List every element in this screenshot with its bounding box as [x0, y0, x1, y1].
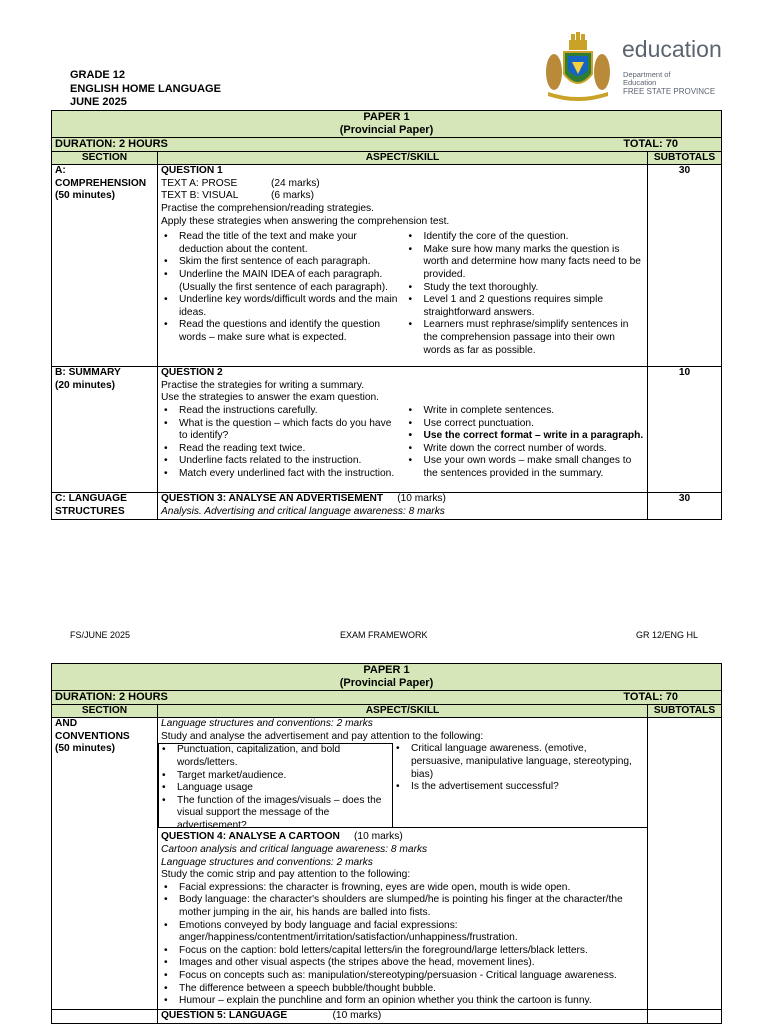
- footer-right: GR 12/ENG HL: [636, 630, 699, 640]
- list-item: • Study the text thoroughly.: [406, 282, 645, 295]
- section-c-content: QUESTION 3: ANALYSE AN ADVERTISEMENT (10 marks) Analysis. Advertising and critical language awareness: 8 marks: [158, 493, 648, 520]
- question-4-heading: QUESTION 4: ANALYSE A CARTOON: [161, 831, 340, 843]
- summary-strategies-left: [161, 405, 406, 481]
- section-c-continued-subtotal: [648, 718, 722, 1010]
- list-item: • Use correct punctuation.: [406, 418, 645, 431]
- list-item: • Read the reading text twice.: [161, 443, 400, 456]
- logo-wordmark: education: [622, 36, 722, 62]
- list-item: • Write in complete sentences.: [406, 405, 645, 418]
- list-item: • Language usage: [159, 782, 388, 795]
- list-item: • Emotions conveyed by body language and facial expressions: anger/happiness/contentment/irritation/satisfaction/unhappiness/frustration.: [161, 920, 644, 945]
- paper-title-cell: [52, 664, 722, 691]
- section-a-subtotal: 30: [648, 165, 722, 367]
- section-c-label: C: LANGUAGE STRUCTURES: [52, 493, 158, 520]
- subject-label: ENGLISH HOME LANGUAGE: [70, 82, 221, 95]
- section-c-continued-label: AND CONVENTIONS (50 minutes): [52, 718, 158, 1010]
- section-a-label: A: COMPREHENSION (50 minutes): [52, 165, 158, 367]
- education-logo: [538, 30, 728, 102]
- comprehension-strategies-left: [161, 231, 406, 357]
- total-label: TOTAL: 70: [623, 691, 678, 703]
- question-5-heading: QUESTION 5: LANGUAGE: [161, 1010, 288, 1022]
- section-b-subtotal: 10: [648, 367, 722, 493]
- list-item: • Write down the correct number of words.: [406, 443, 645, 456]
- col-header-subtotals: SUBTOTALS: [648, 151, 722, 165]
- list-item: • What is the question – which facts do you have to identify?: [161, 418, 400, 443]
- comprehension-strategies-right: [406, 231, 645, 357]
- question-1-heading: QUESTION 1: [161, 165, 223, 177]
- list-item: • Critical language awareness. (emotive, persuasive, manipulative language, stereotyping, bias): [393, 743, 641, 781]
- list-item: • Level 1 and 2 questions requires simple straightforward answers.: [406, 294, 645, 319]
- document-header: [70, 69, 221, 110]
- list-item: • Read the title of the text and make your deduction about the content.: [161, 231, 400, 256]
- advertisement-points-left: [158, 743, 393, 831]
- exam-framework-table-page1: [51, 110, 722, 520]
- question-3-heading: QUESTION 3: ANALYSE AN ADVERTISEMENT: [161, 493, 384, 505]
- paper-subtitle: (Provincial Paper): [339, 677, 434, 689]
- paper-title: PAPER 1: [363, 664, 410, 676]
- list-item: • The function of the images/visuals – does the visual support the message of the advertisement?: [159, 795, 388, 833]
- list-item: • Focus on concepts such as: manipulation/stereotyping/persuasion - Critical language awareness.: [161, 970, 644, 983]
- footer-center: EXAM FRAMEWORK: [340, 630, 428, 640]
- paper-title: PAPER 1: [363, 111, 410, 123]
- section-a-content: QUESTION 1 TEXT A: PROSE (24 marks) TEXT B: VISUAL (6 marks) Practise the comprehension/reading strategies. Apply these strategies when answering the comprehension test. • Read the title of the text and make your deduction about the content. • Skim the first sentence of each paragraph. • Underline the MAIN IDEA of each paragraph. (Usually the first sentence of each paragraph). • Underline key words/difficult words and the main ideas. • Read the questions and identify the question words – make sure what is expected. • Identify the core of the question. • Make sure how many marks the question is worth and determine how many facts need to be provided. • Study the text thoroughly. • Level 1 and 2 questions requires simple straightforward answers. • Learners must rephrase/simplify sentences in the comprehension passage into their own words as far as possible.: [158, 165, 648, 367]
- date-label: JUNE 2025: [70, 96, 127, 108]
- list-item: • Target market/audience.: [159, 770, 388, 783]
- col-header-aspect: ASPECT/SKILL: [158, 704, 648, 718]
- list-item: • Match every underlined fact with the instruction.: [161, 468, 400, 481]
- question-5-content: QUESTION 5: LANGUAGE (10 marks): [158, 1010, 648, 1024]
- list-item: • Humour – explain the punchline and form an opinion whether you think the cartoon is funny.: [161, 995, 644, 1008]
- exam-framework-table-page2: [51, 663, 722, 1024]
- list-item: • Underline the MAIN IDEA of each paragraph. (Usually the first sentence of each paragraph).: [161, 269, 400, 294]
- summary-strategies-right: [406, 405, 645, 481]
- section-b-label: B: SUMMARY (20 minutes): [52, 367, 158, 493]
- col-header-subtotals: SUBTOTALS: [648, 704, 722, 718]
- duration-row: [52, 138, 722, 152]
- list-item: • Punctuation, capitalization, and bold words/letters.: [159, 744, 388, 769]
- col-header-section: SECTION: [52, 151, 158, 165]
- list-item: • Focus on the caption: bold letters/capital letters/in the foreground/large letters/black letters.: [161, 945, 644, 958]
- paper-subtitle: (Provincial Paper): [339, 124, 434, 136]
- question-5-subtotal: [648, 1010, 722, 1024]
- paper-title-cell: [52, 111, 722, 138]
- list-item: • Make sure how many marks the question is worth and determine how many facts need to be provided.: [406, 244, 645, 282]
- coat-of-arms-icon: [538, 30, 618, 102]
- col-header-section: SECTION: [52, 704, 158, 718]
- list-item: • Use the correct format – write in a paragraph.: [406, 430, 645, 443]
- footer-left: FS/JUNE 2025: [70, 630, 131, 640]
- section-c-subtotal: 30: [648, 493, 722, 520]
- question-2-heading: QUESTION 2: [161, 367, 223, 379]
- list-item: • Read the questions and identify the question words – make sure what is expected.: [161, 319, 400, 344]
- section-c-continued-content: Language structures and conventions: 2 marks Study and analyse the advertisement and pay attention to the following: • Punctuation, capitalization, and bold words/letters. • Target market/audience. • Language usage • The function of the images/visuals – does the visual support the message of the advertisement? • Critical language awareness. (emotive, persuasive, manipulative language, stereotyping, bias) • Is the advertisement successful? QUESTION 4: ANALYSE A CARTOON (10 marks) Cartoon analysis and critical language awareness: 8 marks Language structures and conventions: 2 marks Study the comic strip and pay attention to the following: • Facial expressions: the character is frowning, eyes are wide open, mouth is wide open. • Body language: the character's shoulders are slumped/he is pointing his finger at the character/the mother jumping in the air, his hands are balled into fists. • Emotions conveyed by body language and facial expressions: anger/happiness/contentment/irritation/satisfaction/unhappiness/frustration. • Focus on the caption: bold letters/capital letters/in the foreground/large letters/black letters. • Images and other visual aspects (the stripes above the head, movement lines). • Focus on concepts such as: manipulation/stereotyping/persuasion - Critical language awareness. • The difference between a speech bubble/thought bubble. • Humour – explain the punchline and form an opinion whether you think the cartoon is funny.: [158, 718, 648, 1010]
- list-item: • Images and other visual aspects (the stripes above the head, movement lines).: [161, 957, 644, 970]
- list-item: • Underline key words/difficult words and the main ideas.: [161, 294, 400, 319]
- list-item: • Is the advertisement successful?: [393, 781, 641, 794]
- advertisement-points-right: [393, 743, 647, 827]
- list-item: • Skim the first sentence of each paragraph.: [161, 256, 400, 269]
- section-b-content: QUESTION 2 Practise the strategies for writing a summary. Use the strategies to answer the exam question. • Read the instructions carefully. • What is the question – which facts do you have to identify? • Read the reading text twice. • Underline facts related to the instruction. • Match every underlined fact with the instruction. • Write in complete sentences. • Use correct punctuation. • Use the correct format – write in a paragraph. • Write down the correct number of words. • Use your own words – make small changes to the sentences provided in the summary.: [158, 367, 648, 493]
- list-item: • Learners must rephrase/simplify sentences in the comprehension passage into their own words as far as possible.: [406, 319, 645, 357]
- list-item: • Facial expressions: the character is frowning, eyes are wide open, mouth is wide open.: [161, 882, 644, 895]
- list-item: • Identify the core of the question.: [406, 231, 645, 244]
- logo-department: Department of Education FREE STATE PROVINCE: [623, 70, 716, 96]
- duration-label: DURATION: 2 HOURS: [55, 138, 168, 150]
- cartoon-analysis-points: [161, 882, 644, 1008]
- grade-label: GRADE 12: [70, 69, 126, 81]
- section-empty-cell: [52, 1010, 158, 1024]
- list-item: • Underline facts related to the instruction.: [161, 455, 400, 468]
- list-item: • Use your own words – make small changes to the sentences provided in the summary.: [406, 455, 645, 480]
- list-item: • Body language: the character's shoulders are slumped/he is pointing his finger at the character/the mother jumping in the air, his hands are balled into fists.: [161, 894, 644, 919]
- list-item: • Read the instructions carefully.: [161, 405, 400, 418]
- duration-row: [52, 691, 722, 705]
- total-label: TOTAL: 70: [623, 138, 678, 150]
- list-item: • The difference between a speech bubble/thought bubble.: [161, 983, 644, 996]
- duration-label: DURATION: 2 HOURS: [55, 691, 168, 703]
- col-header-aspect: ASPECT/SKILL: [158, 151, 648, 165]
